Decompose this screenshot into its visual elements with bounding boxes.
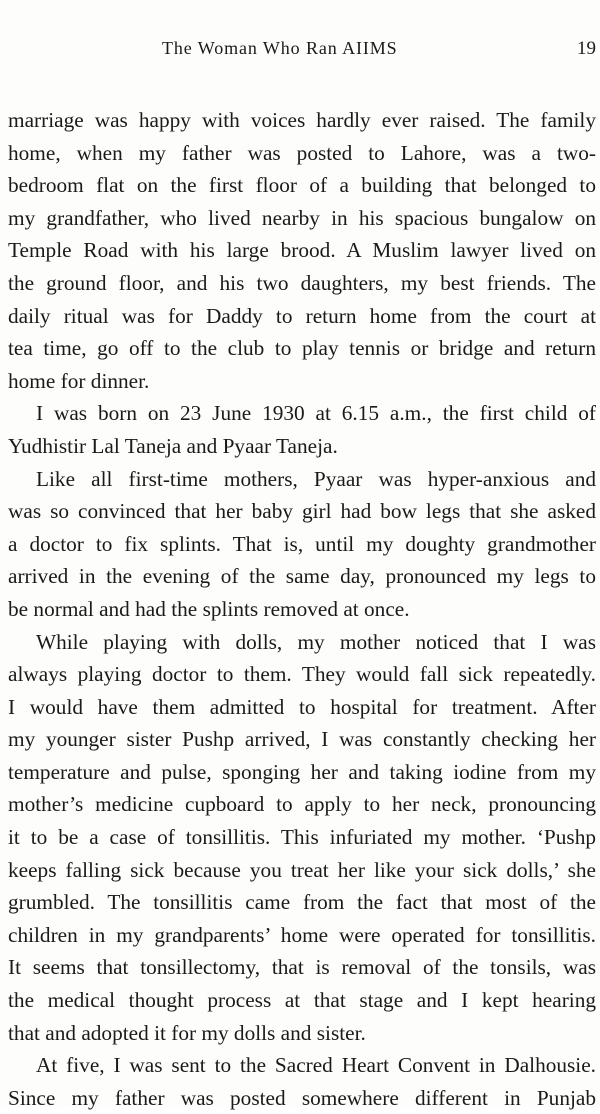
text-line: grumbled. The tonsillitis came from the fact that most of the (8, 890, 596, 915)
text-line: temperature and pulse, sponging her and taking iodine from my (8, 759, 596, 784)
text-line: always playing doctor to them. They would fall sick repeatedly. (8, 662, 596, 687)
text-line: Since my father was posted somewhere different in Punjab (8, 1085, 596, 1110)
running-title: The Woman Who Ran AIIMS (162, 38, 398, 58)
text-line: I would have them admitted to hospital for treatment. After (8, 694, 596, 719)
page-number: 19 (577, 38, 596, 59)
text-line: Yudhistir Lal Taneja and Pyaar Taneja. (8, 433, 338, 458)
text-line: be normal and had the splints removed at once. (8, 596, 410, 621)
text-line: daily ritual was for Daddy to return home from the court at (8, 303, 596, 328)
text-line: home, when my father was posted to Lahore, was a two- (8, 140, 596, 165)
text-line: keeps falling sick because you treat her like your sick dolls,’ she (8, 857, 596, 882)
text-line: While playing with dolls, my mother noticed that I was (36, 629, 596, 654)
text-line: At five, I was sent to the Sacred Heart Convent in Dalhousie. (36, 1053, 596, 1078)
text-line: my grandfather, who lived nearby in his spacious bungalow on (8, 205, 596, 230)
text-line: the ground floor, and his two daughters, my best friends. The (8, 270, 596, 295)
text-line: Temple Road with his large brood. A Muslim lawyer lived on (8, 238, 596, 263)
text-line: it to be a case of tonsillitis. This infuriated my mother. ‘Pushp (8, 825, 596, 850)
text-line: bedroom flat on the first floor of a building that belonged to (8, 173, 596, 198)
text-line: marriage was happy with voices hardly ever raised. The family (8, 108, 596, 132)
text-line: I was born on 23 June 1930 at 6.15 a.m., the first child of (36, 401, 596, 426)
text-line: a doctor to fix splints. That is, until my doughty grandmother (8, 531, 596, 556)
text-line: arrived in the evening of the same day, pronounced my legs to (8, 564, 596, 589)
text-line: It seems that tonsillectomy, that is removal of the tonsils, was (8, 955, 596, 980)
running-head (0, 38, 600, 62)
text-line: tea time, go off to the club to play tennis or bridge and return (8, 336, 596, 361)
text-line: children in my grandparents’ home were operated for tonsillitis. (8, 922, 596, 947)
text-line: my younger sister Pushp arrived, I was constantly checking her (8, 727, 596, 752)
text-line: mother’s medicine cupboard to apply to her neck, pronouncing (8, 792, 596, 817)
text-line: home for dinner. (8, 368, 150, 393)
text-line: that and adopted it for my dolls and sister. (8, 1020, 366, 1045)
body-text (8, 104, 596, 1114)
text-line: Like all first-time mothers, Pyaar was hyper-anxious and (36, 466, 596, 491)
text-line: the medical thought process at that stage and I kept hearing (8, 988, 596, 1013)
text-line: was so convinced that her baby girl had bow legs that she asked (8, 499, 596, 524)
